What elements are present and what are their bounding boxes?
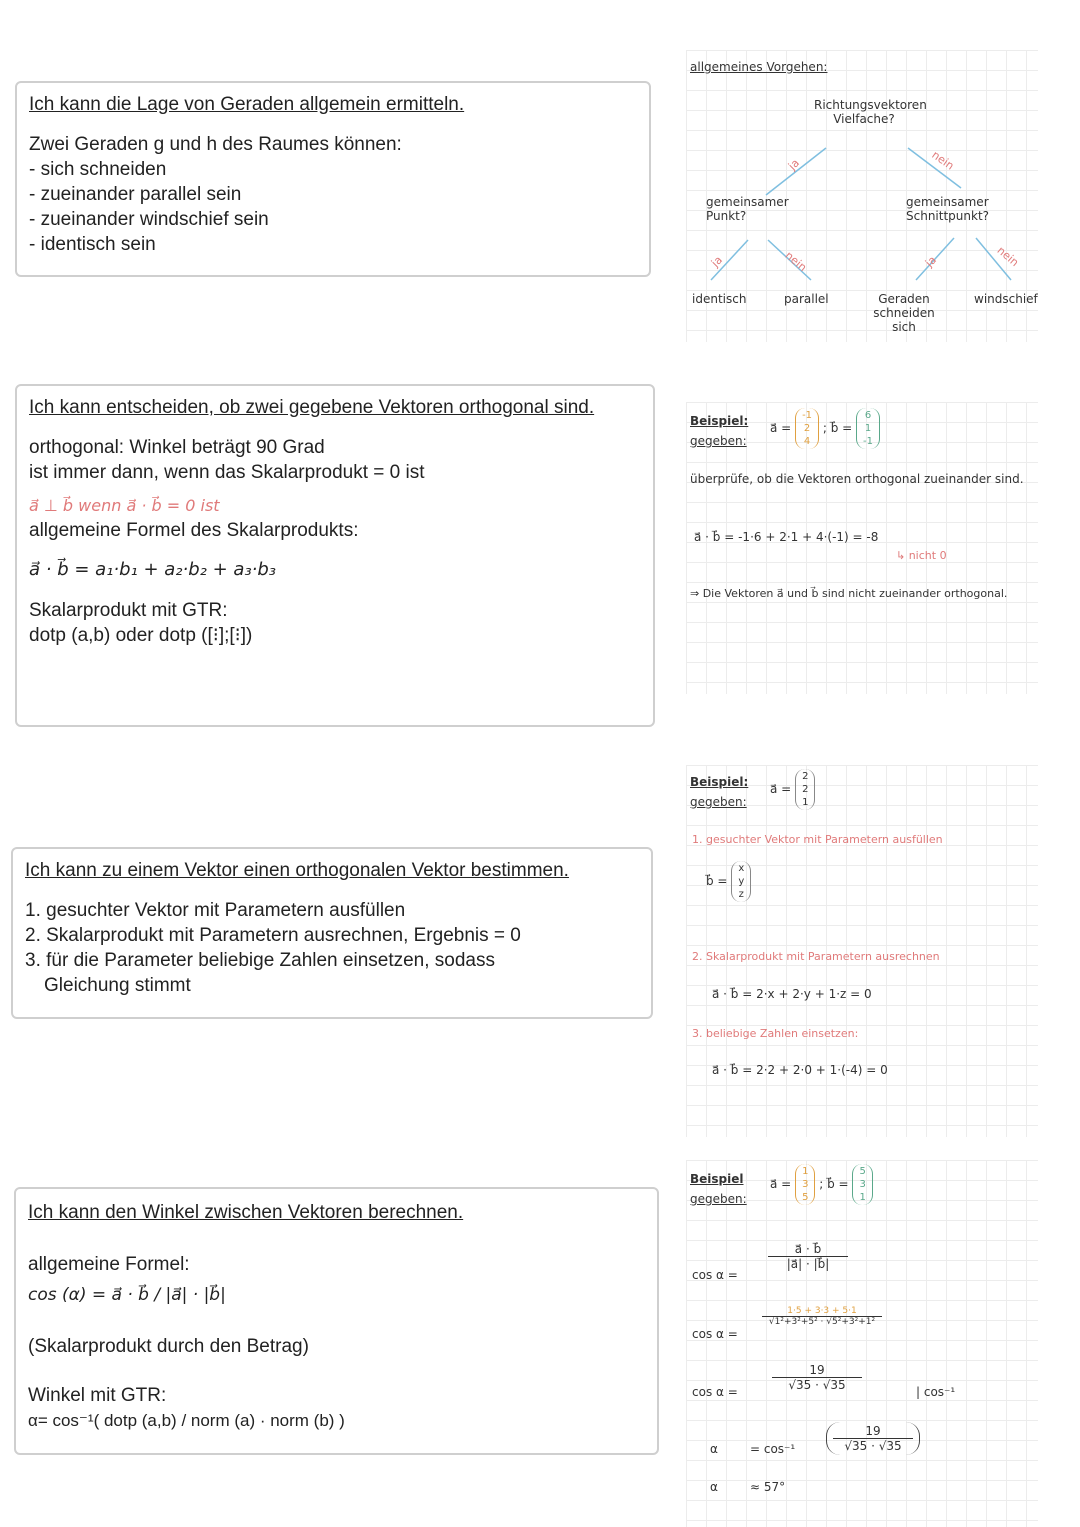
branch-nein: nein	[929, 148, 957, 173]
line4-eq: = cos⁻¹	[750, 1442, 796, 1456]
task-text: überprüfe, ob die Vektoren orthogonal zueinander sind.	[690, 472, 1024, 486]
step-item: 3. für die Parameter beliebige Zahlen einsetzen, sodass	[25, 949, 495, 971]
line5-left: α	[710, 1480, 718, 1494]
gtr-command: dotp (a,b) oder dotp ([⁝];[⁝])	[29, 624, 253, 646]
calc-parameters: a⃗ · b⃗ = 2·x + 2·y + 1·z = 0	[712, 987, 872, 1001]
leaf-schneiden: Geraden schneiden sich	[873, 292, 935, 334]
step-item: 1. gesuchter Vektor mit Parametern ausfüllen	[25, 899, 406, 921]
given-label: gegeben:	[690, 434, 747, 448]
line4-left: α	[710, 1442, 718, 1456]
conclusion: ⇒ Die Vektoren a⃗ und b⃗ sind nicht zueinander orthogonal.	[690, 587, 1008, 600]
formula-note: (Skalarprodukt durch den Betrag)	[28, 1335, 309, 1357]
step-1: 1. gesuchter Vektor mit Parametern ausfüllen	[692, 833, 943, 846]
list-item: - zueinander parallel sein	[29, 183, 242, 205]
decision-tree-panel	[686, 50, 1038, 342]
leaf-identisch: identisch	[692, 292, 747, 306]
branch-ja: ja	[922, 253, 939, 270]
line2-fraction: 1·5 + 3·3 + 5·1 √1²+3²+5² · √5²+3²+1²	[762, 1306, 882, 1327]
handwritten-condition: a⃗ ⊥ b⃗ wenn a⃗ · b⃗ = 0 ist	[29, 495, 220, 515]
tree-root: Richtungsvektoren Vielfache?	[814, 98, 927, 126]
line3-fraction: 19 √35 · √35	[772, 1363, 862, 1392]
formula-heading: allgemeine Formel:	[28, 1253, 190, 1275]
vector-b: b⃗ = x y z	[706, 861, 751, 902]
card-title: Ich kann entscheiden, ob zwei gegebene Vektoren orthogonal sind.	[29, 397, 595, 418]
step-2: 2. Skalarprodukt mit Parametern ausrechnen	[692, 950, 940, 963]
line4-fraction: 19 √35 · √35	[826, 1422, 920, 1455]
card-title: Ich kann zu einem Vektor einen orthogonalen Vektor bestimmen.	[25, 860, 569, 881]
gtr-heading: Skalarprodukt mit GTR:	[29, 599, 228, 621]
gtr-heading: Winkel mit GTR:	[28, 1384, 167, 1406]
card-title: Ich kann die Lage von Geraden allgemein ermitteln.	[29, 94, 465, 115]
line3-left: cos α =	[692, 1385, 738, 1399]
step-item: 2. Skalarprodukt mit Parametern ausrechnen, Ergebnis = 0	[25, 924, 521, 946]
leaf-windschief: windschief	[974, 292, 1038, 306]
handwritten-formula: a⃗ · b⃗ = a₁·b₁ + a₂·b₂ + a₃·b₃	[29, 558, 277, 580]
angle-formula: cos (α) = a⃗ · b⃗ / |a⃗| · |b⃗|	[28, 1284, 226, 1305]
vectors: a⃗ = 1 3 5 ; b⃗ = 5 3 1	[770, 1164, 873, 1205]
list-item: - sich schneiden	[29, 158, 167, 180]
tree-heading: allgemeines Vorgehen:	[690, 60, 828, 74]
card-orthogonal	[15, 384, 655, 727]
tree-right-question: gemeinsamer Schnittpunkt?	[906, 195, 990, 223]
example-label: Beispiel:	[690, 414, 749, 428]
example-angle	[686, 1160, 1038, 1527]
branch-ja: ja	[708, 253, 725, 270]
line3-note: | cos⁻¹	[916, 1385, 956, 1399]
step-3: 3. beliebige Zahlen einsetzen:	[692, 1027, 859, 1040]
given-label: gegeben:	[690, 1192, 747, 1206]
definition-line: ist immer dann, wenn das Skalarprodukt = 0 ist	[29, 461, 425, 483]
given-label: gegeben:	[690, 795, 747, 809]
leaf-parallel: parallel	[784, 292, 829, 306]
example-label: Beispiel	[690, 1172, 744, 1186]
vector-a: a⃗ = 2 2 1	[770, 769, 815, 810]
not-zero-note: ↳ nicht 0	[896, 549, 947, 562]
branch-ja: ja	[785, 156, 802, 173]
card-orthogonal-vektor	[11, 847, 653, 1019]
list-item: - identisch sein	[29, 233, 156, 255]
gtr-command: α= cos⁻¹( dotp (a,b) / norm (a) · norm (b) )	[28, 1410, 345, 1430]
example-label: Beispiel:	[690, 775, 749, 789]
dot-product-calc: a⃗ · b⃗ = -1·6 + 2·1 + 4·(-1) = -8	[694, 530, 879, 544]
card-intro: Zwei Geraden g und h des Raumes können:	[29, 133, 402, 155]
example-orthogonal-vector	[686, 765, 1038, 1137]
tree-left-question: gemeinsamer Punkt?	[706, 195, 789, 223]
step-item: Gleichung stimmt	[44, 974, 191, 996]
branch-nein: nein	[782, 248, 810, 275]
formula-heading: allgemeine Formel des Skalarprodukts:	[29, 519, 359, 541]
line1-fraction: a⃗ · b⃗ |a⃗| · |b⃗|	[768, 1242, 848, 1271]
branch-nein: nein	[994, 243, 1022, 270]
card-lage-geraden	[15, 81, 651, 277]
card-title: Ich kann den Winkel zwischen Vektoren berechnen.	[28, 1202, 464, 1223]
calc-numbers: a⃗ · b⃗ = 2·2 + 2·0 + 1·(-4) = 0	[712, 1063, 888, 1077]
example-orthogonal-check	[686, 402, 1038, 694]
line2-left: cos α =	[692, 1327, 738, 1341]
line1-left: cos α =	[692, 1268, 738, 1282]
result-angle: ≈ 57°	[750, 1480, 786, 1494]
definition-line: orthogonal: Winkel beträgt 90 Grad	[29, 436, 325, 458]
vector-a: a⃗ = -1 2 4 ; b⃗ = 6 1 -1	[770, 408, 880, 449]
card-winkel	[14, 1187, 659, 1455]
list-item: - zueinander windschief sein	[29, 208, 269, 230]
